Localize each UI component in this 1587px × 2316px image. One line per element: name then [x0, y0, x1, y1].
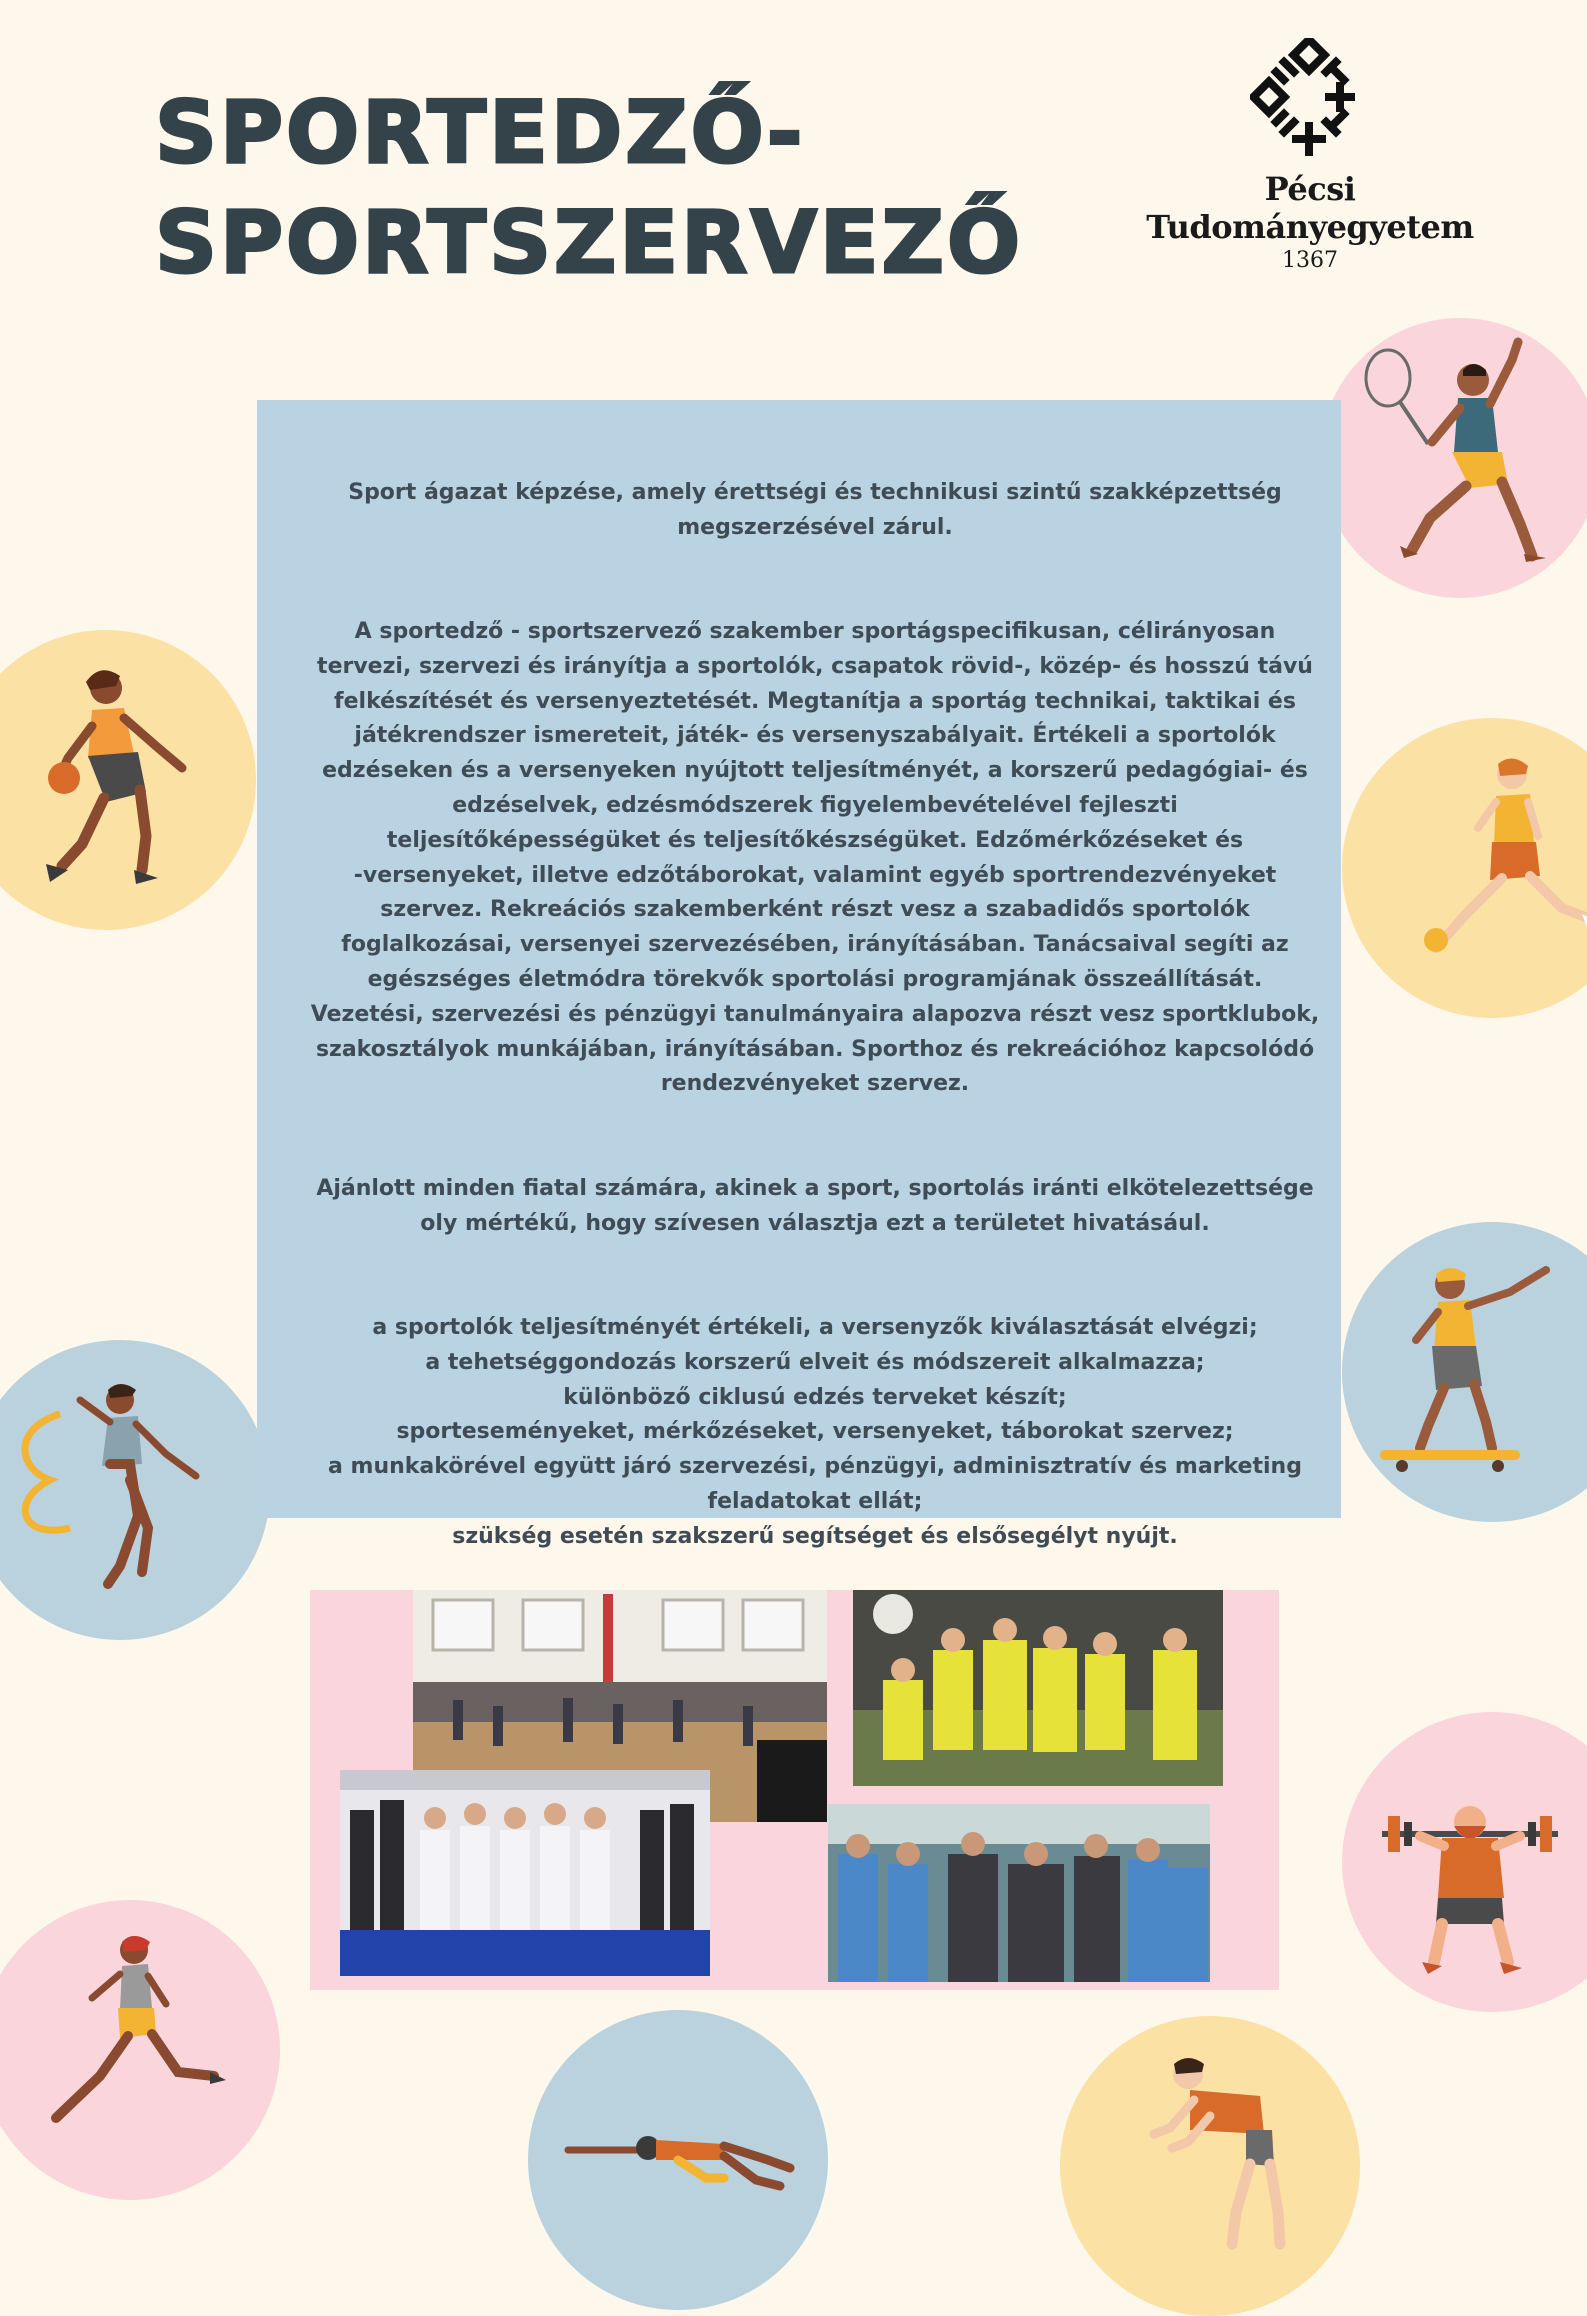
university-logo — [1100, 38, 1520, 273]
weightlifter-icon — [1342, 1712, 1587, 2012]
university-emblem-icon — [1250, 38, 1370, 158]
photo-basketball-team — [340, 1770, 710, 1976]
swimmer-icon — [528, 2010, 828, 2310]
decor-circle-basketball — [0, 630, 256, 930]
decor-circle-football — [1342, 718, 1587, 1018]
coach-timeout-photo — [828, 1804, 1210, 1982]
football-team-photo — [853, 1590, 1223, 1786]
football-player-icon — [1342, 718, 1587, 1018]
decor-circle-weightlifter — [1342, 1712, 1587, 2012]
intro-paragraph: Sport ágazat képzése, amely érettségi és technikusi szintű szakképzettség megszerzésével zárul. — [348, 479, 1282, 540]
description-paragraph: A sportedző - sportszervező szakember sportágspecifikusan, célirányosan tervezi, szervezi és irányítja a sportolók, csapatok rövid-, közép- és hosszú távú felkészítését és versenyeztetését. Megtanítja a sportág technikai, taktikai és játékrendszer ismereteit, játék- és versenyszabályait. Értékeli a sportolók edzéseken és a versenyeken nyújtott teljesítményét, a korszerű pedagógiai- és edzéselvek, edzésmódszerek figyelembevételével fejleszti teljesítőképességüket és teljesítőkészségüket. Edzőmérkőzéseket és -versenyeket, illetve edzőtáborokat, valamint egyéb sportrendezvényeket szervez. Rekreációs szakemberként részt vesz a szabadidős sportolók foglalkozásai, versenyei szervezésében, irányításában. Tanácsaival segíti az egészséges életmódra törekvők sportolási programjának összeállítását. Vezetési, szervezési és pénzügyi tanulmányaira alapozva részt vesz sportklubok, szakosztályok munkájában, irányításában. Sporthoz és rekreációhoz kapcsolódó rendezvényeket szervez. — [310, 618, 1320, 1097]
recommendation-paragraph: Ajánlott minden fiatal számára, akinek a sport, sportolás iránti elkötelezettsége oly mértékű, hogy szívesen választja ezt a területet hivatásául. — [316, 1175, 1314, 1236]
body-text — [265, 441, 1365, 1624]
decor-circle-runner — [0, 1900, 280, 2200]
founding-year: 1367 — [1282, 248, 1338, 273]
basketball-team-photo — [340, 1770, 710, 1976]
rhythmic-gymnast-icon — [0, 1340, 270, 1640]
wrestler-icon — [1060, 2016, 1360, 2316]
university-name: Pécsi Tudományegyetem — [1146, 170, 1474, 246]
title-line-1: SPORTEDZŐ- — [155, 83, 806, 183]
decor-circle-swimmer — [528, 2010, 828, 2310]
photo-coach-timeout — [828, 1804, 1210, 1982]
basketball-player-icon — [0, 630, 256, 930]
decor-circle-skateboard — [1342, 1222, 1587, 1522]
decor-circle-gymnast — [0, 1340, 270, 1640]
runner-icon — [0, 1900, 280, 2200]
page-title — [155, 78, 1023, 298]
title-line-2: SPORTSZERVEZŐ — [155, 193, 1024, 293]
skateboarder-icon — [1342, 1222, 1587, 1522]
photo-football-team — [853, 1590, 1223, 1786]
decor-circle-wrestler — [1060, 2016, 1360, 2316]
duties-list: a sportolók teljesítményét értékeli, a versenyzők kiválasztását elvégzi; a tehetséggondozás korszerű elveit és módszereit alkalmazza; különböző ciklusú edzés terveket készít; sporteseményeket, mérkőzéseket, versenyeket, táborokat szervez; a munkakörével együtt járó szervezési, pénzügyi, adminisztratív és marketing feladatokat ellát; szükség esetén szakszerű segítséget és elsősegélyt nyújt. — [328, 1314, 1302, 1549]
